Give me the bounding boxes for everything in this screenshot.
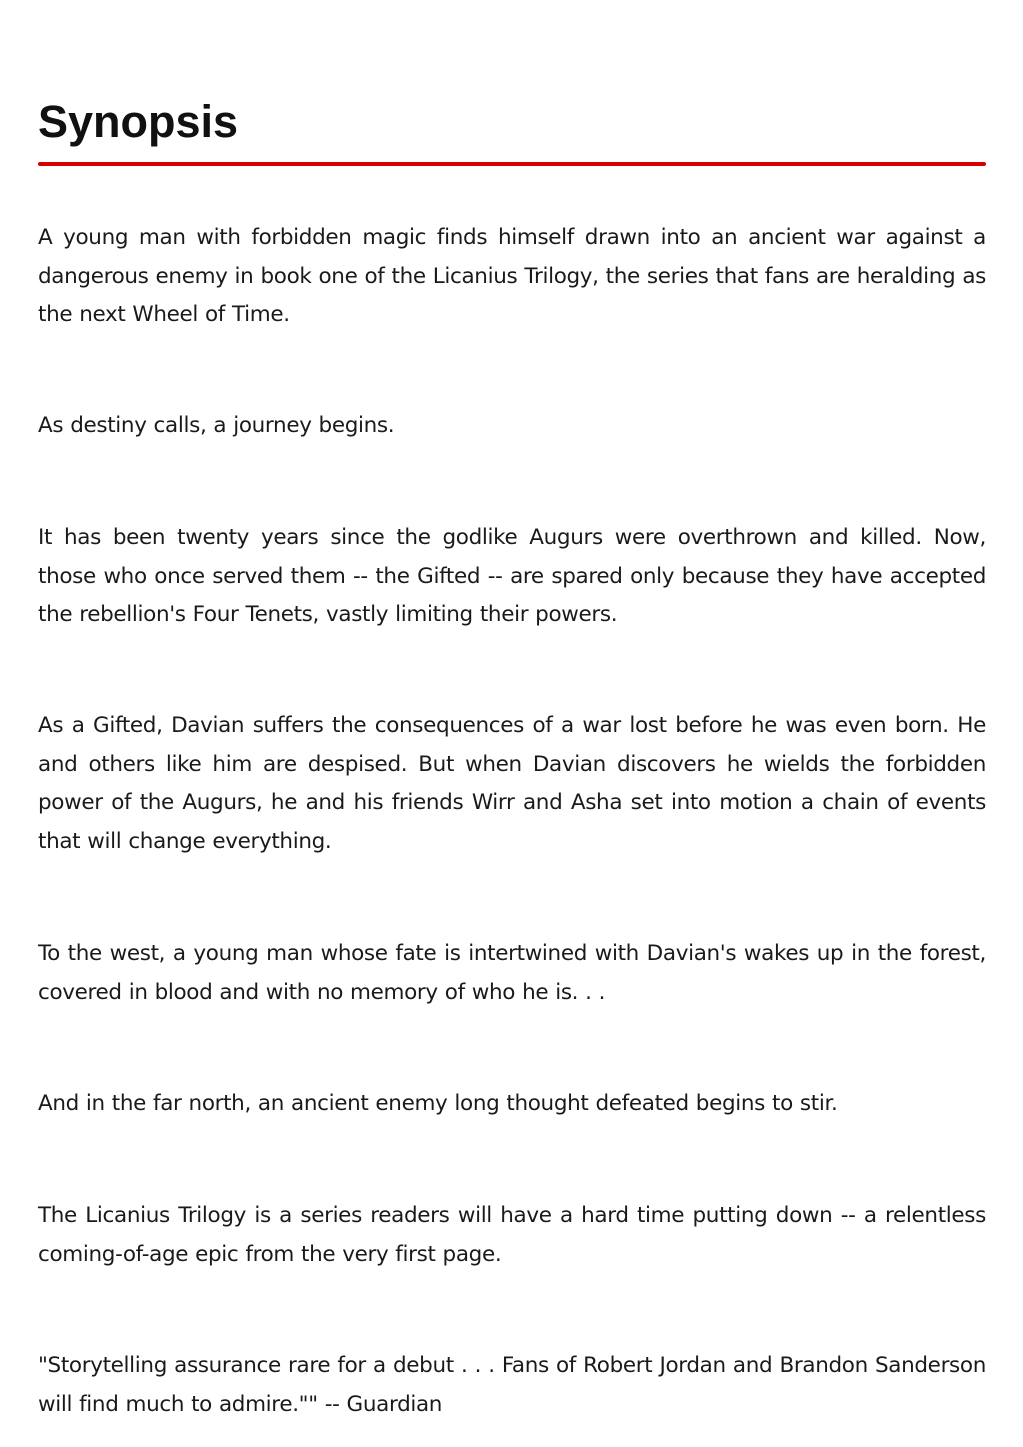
synopsis-paragraph-west: To the west, a young man whose fate is intertwined with Davian's wakes up in the forest, covered in blood and with no memory of who he is. . . [38, 941, 986, 1005]
synopsis-paragraph-series: The Licanius Trilogy is a series readers will have a hard time putting down -- a relentless coming-of-age epic from the very first page. [38, 1203, 986, 1267]
synopsis-paragraph-destiny: As destiny calls, a journey begins. [38, 413, 395, 438]
page-title: Synopsis [38, 96, 239, 147]
synopsis-paragraph-davian: As a Gifted, Davian suffers the consequences of a war lost before he was even born. He and others like him are despised. But when Davian discovers he wields the forbidden power of the Augurs, he and his friends Wirr and Asha set into motion a chain of events that will change everything. [38, 713, 986, 854]
synopsis-paragraph-augurs: It has been twenty years since the godlike Augurs were overthrown and killed. Now, those who once served them -- the Gifted -- are spared only because they have accepted the rebellion's Four Tenets, vastly limiting their powers. [38, 525, 986, 627]
title-divider [38, 162, 986, 166]
synopsis-paragraph-intro: A young man with forbidden magic finds himself drawn into an ancient war against a dangerous enemy in book one of the Licanius Trilogy, the series that fans are heralding as the next Wheel of Time. [38, 225, 986, 327]
synopsis-paragraph-review-quote: "Storytelling assurance rare for a debut . . . Fans of Robert Jordan and Brandon Sanderson will find much to admire."" -- Guardian [38, 1353, 986, 1417]
synopsis-paragraph-north: And in the far north, an ancient enemy long thought defeated begins to stir. [38, 1091, 838, 1116]
